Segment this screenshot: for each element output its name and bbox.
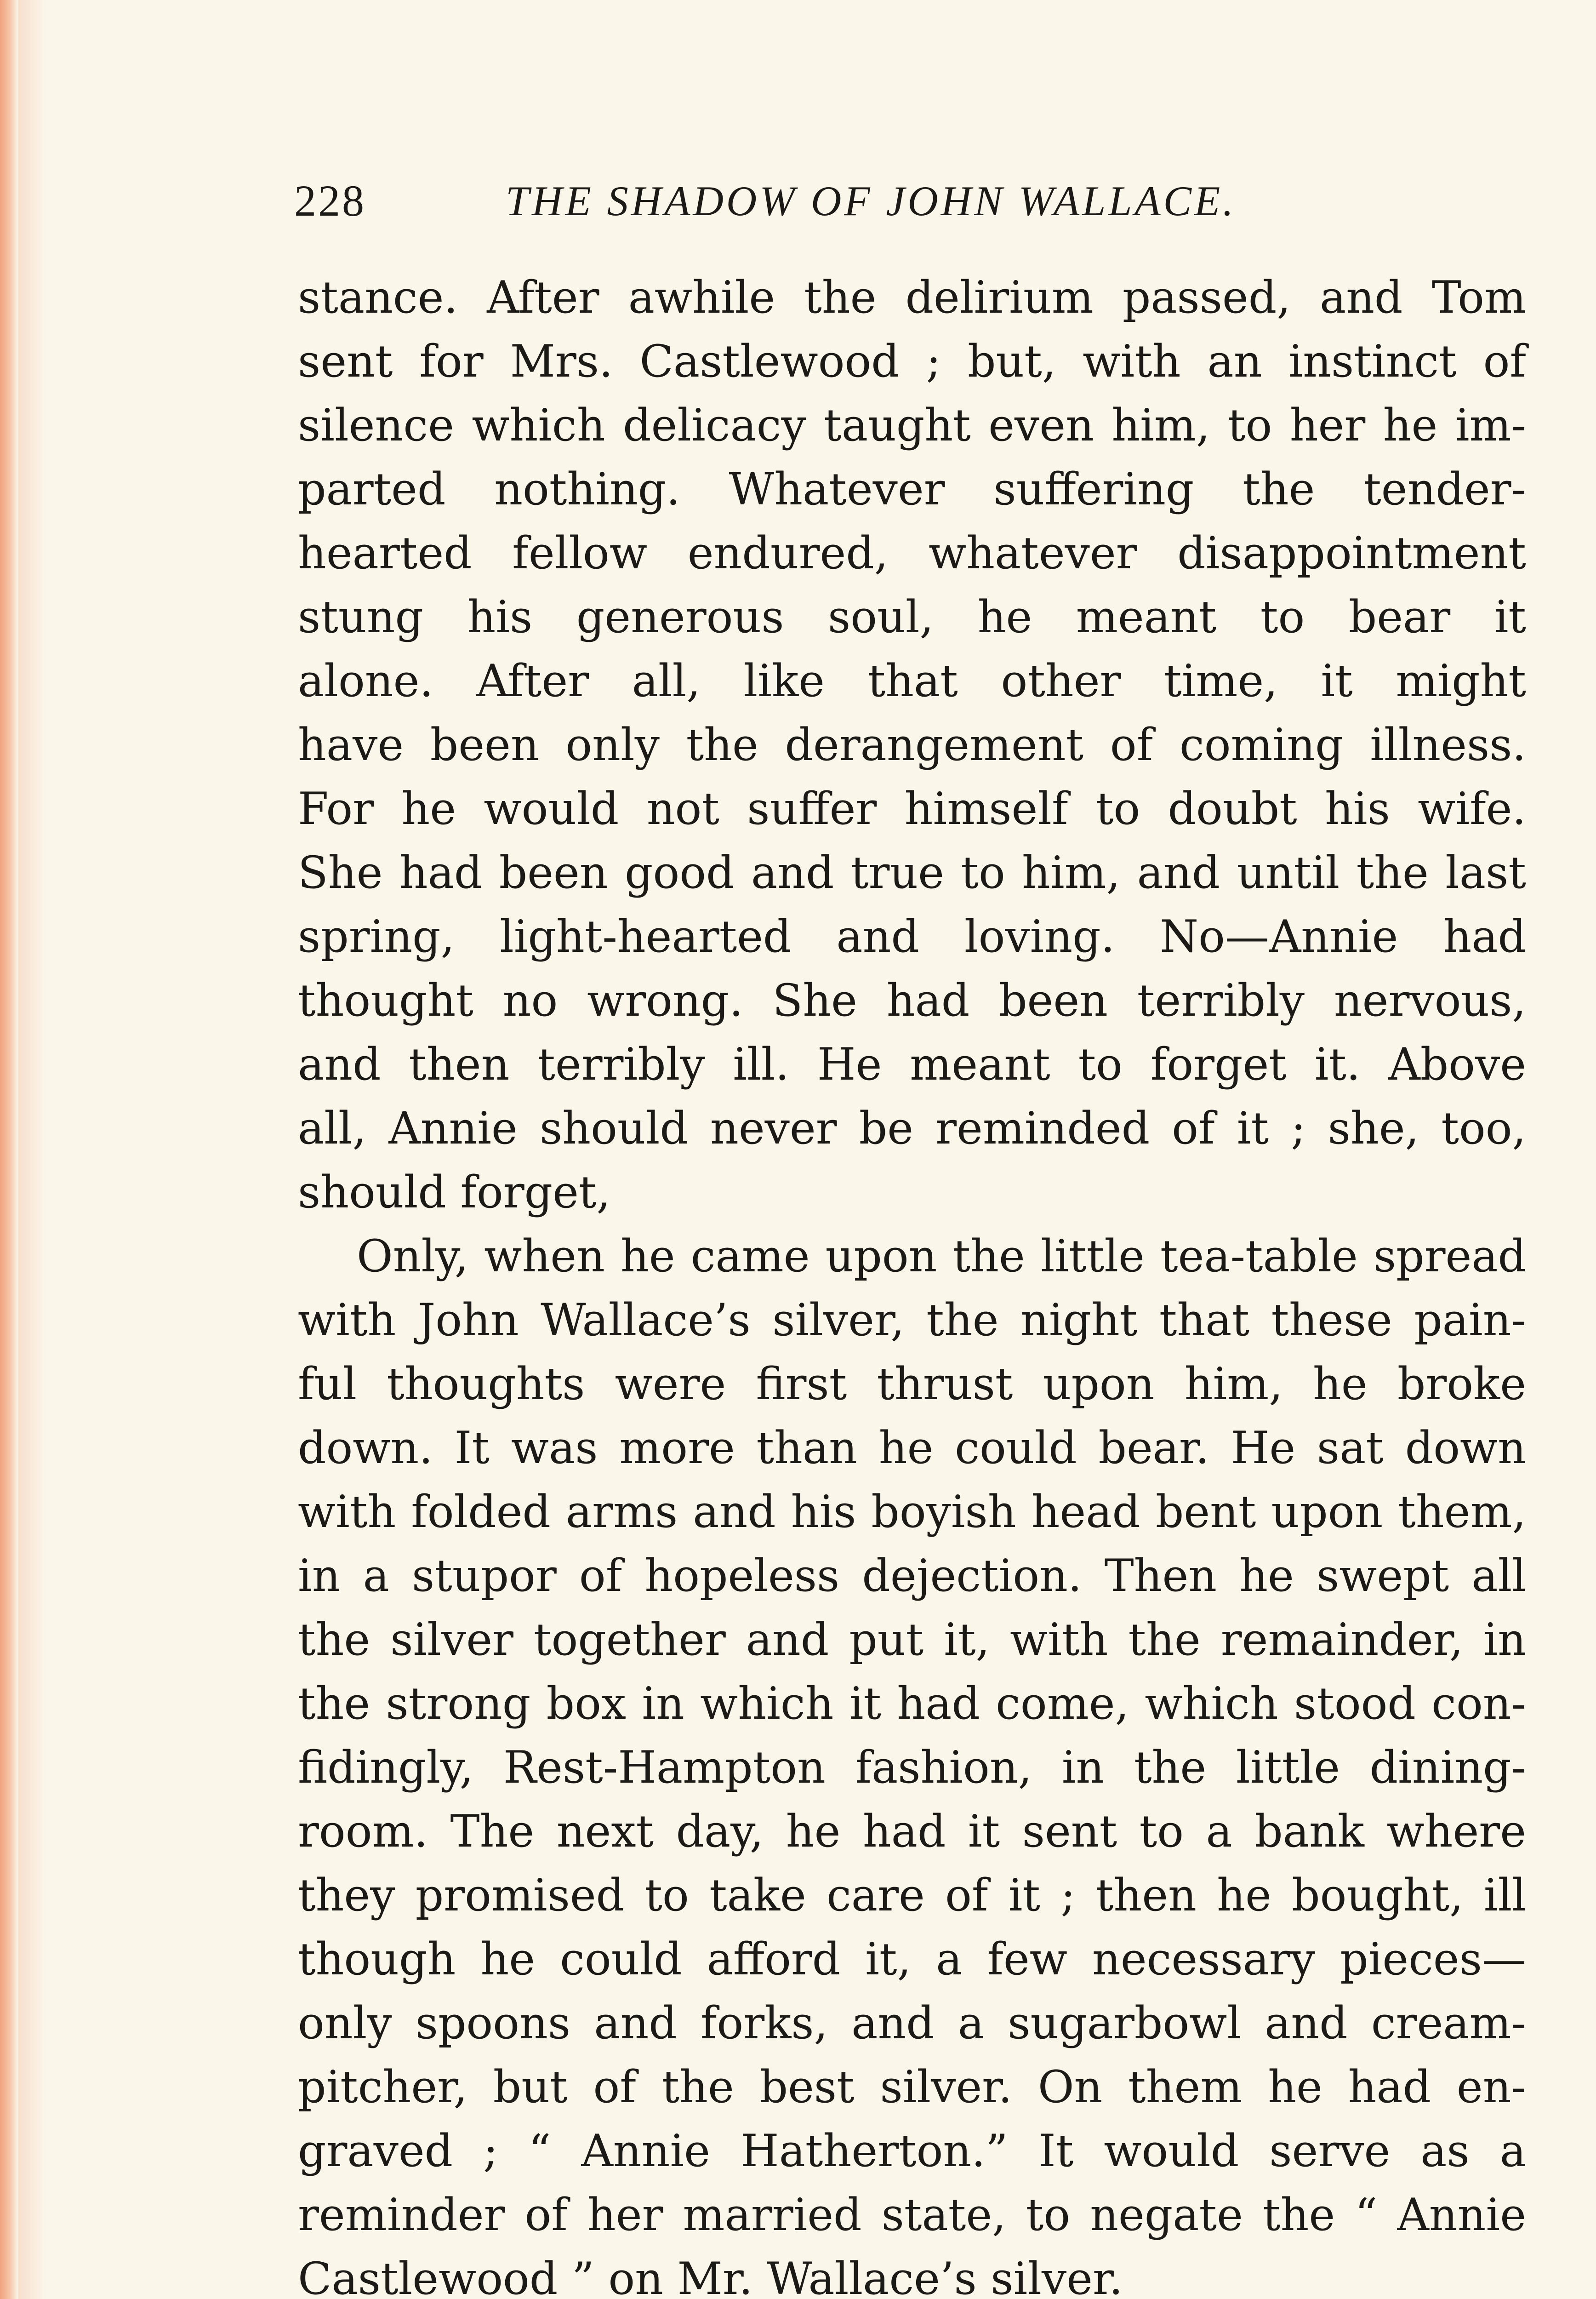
text-line: stung his generous soul, he meant to bear it xyxy=(298,591,1526,643)
text-line: with folded arms and his boyish head bent upon them, xyxy=(298,1486,1526,1538)
text-line: She had been good and true to him, and until the last xyxy=(298,847,1526,898)
running-head xyxy=(294,171,1315,231)
text-line: silence which delicacy taught even him, to her he im- xyxy=(298,400,1526,451)
text-line: fidingly, Rest-Hampton fashion, in the little dining- xyxy=(298,1742,1526,1793)
text-line: in a stupor of hopeless dejection. Then he swept all xyxy=(298,1550,1526,1601)
page-number: 228 xyxy=(294,176,366,225)
text-line: Castlewood ” on Mr. Wallace’s silver. xyxy=(298,2253,1123,2299)
text-line: parted nothing. Whatever suffering the tender- xyxy=(298,463,1526,515)
text-line: room. The next day, he had it sent to a bank where xyxy=(298,1806,1526,1857)
text-line: hearted fellow endured, whatever disappointment xyxy=(298,527,1526,579)
text-line: have been only the derangement of coming illness. xyxy=(298,719,1526,771)
text-line: only spoons and forks, and a sugarbowl and cream- xyxy=(298,1997,1526,2049)
text-line: sent for Mrs. Castlewood ; but, with an instinct of xyxy=(298,336,1526,387)
text-line: stance. After awhile the delirium passed, and Tom xyxy=(298,272,1526,323)
text-line: graved ; “ Annie Hatherton.” It would serve as a xyxy=(298,2125,1526,2177)
text-line: spring, light-hearted and loving. No—Annie had xyxy=(298,911,1526,962)
body-text xyxy=(298,266,1526,2299)
text-line: For he would not suffer himself to doubt his wife. xyxy=(298,783,1526,835)
running-title: THE SHADOW OF JOHN WALLACE. xyxy=(506,177,1237,224)
paragraph-2 xyxy=(298,1224,1526,2299)
text-line: the silver together and put it, with the remainder, in xyxy=(298,1614,1526,1665)
page-shade xyxy=(18,0,46,2299)
text-line: with John Wallace’s silver, the night that these pain- xyxy=(298,1294,1526,1346)
paragraph-1 xyxy=(298,266,1526,1224)
text-line: thought no wrong. She had been terribly nervous, xyxy=(298,975,1526,1026)
text-line: all, Annie should never be reminded of it ; she, too, xyxy=(298,1103,1526,1154)
text-line: and then terribly ill. He meant to forget it. Above xyxy=(298,1039,1526,1090)
text-line: Only, when he came upon the little tea-table spread xyxy=(357,1230,1526,1282)
text-line: alone. After all, like that other time, it might xyxy=(298,655,1526,707)
text-line: down. It was more than he could bear. He sat down xyxy=(298,1422,1526,1474)
text-line: should forget, xyxy=(298,1167,610,1218)
text-line: pitcher, but of the best silver. On them he had en- xyxy=(298,2061,1526,2113)
text-line: reminder of her married state, to negate the “ Annie xyxy=(298,2189,1526,2241)
text-line: ful thoughts were first thrust upon him, he broke xyxy=(298,1358,1526,1410)
text-line: they promised to take care of it ; then he bought, ill xyxy=(298,1870,1526,1921)
text-line: though he could afford it, a few necessary pieces— xyxy=(298,1933,1526,1985)
page-edge xyxy=(0,0,18,2299)
text-line: the strong box in which it had come, which stood con- xyxy=(298,1678,1526,1729)
